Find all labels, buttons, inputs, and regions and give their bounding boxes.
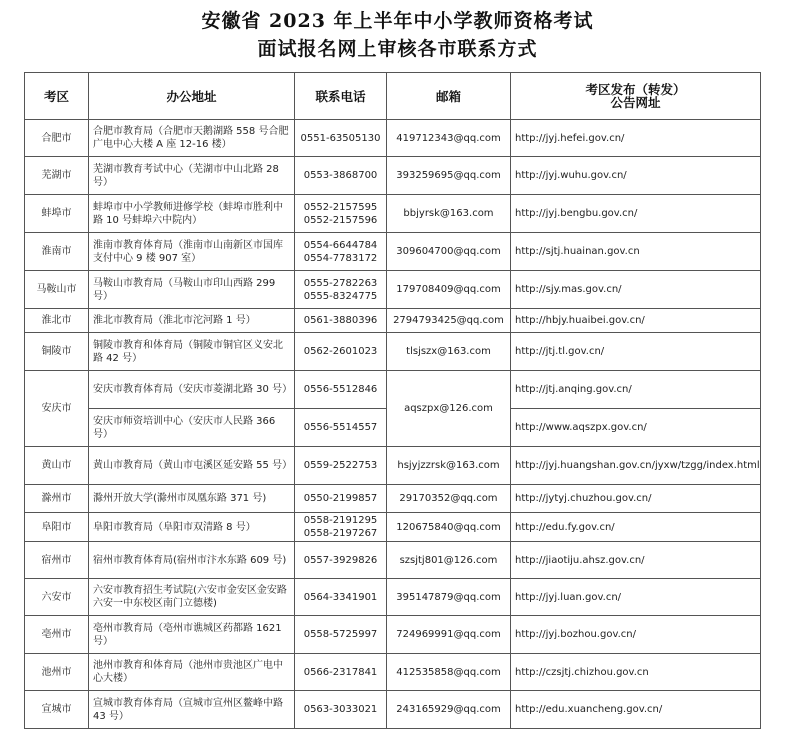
table-row — [25, 157, 761, 195]
phone-number: 0561-3880396 — [303, 315, 378, 326]
table-row — [25, 579, 761, 616]
cell-email[interactable]: hsjyjzzrsk@163.com — [387, 447, 511, 485]
cell-url[interactable]: http://www.aqszpx.gov.cn/ — [511, 409, 761, 447]
phone-number: 0563-3033021 — [303, 704, 378, 715]
cell-url[interactable]: http://hbjy.huaibei.gov.cn/ — [511, 309, 761, 333]
cell-url[interactable]: http://jyj.luan.gov.cn/ — [511, 579, 761, 616]
cell-url[interactable]: http://czsjtj.chizhou.gov.cn — [511, 654, 761, 691]
cell-address: 池州市教育和体育局（池州市贵池区广电中心大楼） — [89, 654, 295, 691]
contact-table — [24, 72, 761, 729]
cell-city: 安庆市 — [25, 371, 89, 447]
cell-url[interactable]: http://jyj.bengbu.gov.cn/ — [511, 195, 761, 233]
phone-number: 0552-2157596 — [303, 214, 378, 226]
table-row — [25, 233, 761, 271]
header-area: 考区 — [25, 73, 89, 120]
phone-number: 0556-5514557 — [303, 422, 378, 433]
table-row — [25, 309, 761, 333]
phone-number: 0554-7783172 — [303, 252, 378, 264]
cell-address: 宣城市教育体育局（宣城市宣州区鳌峰中路 43 号） — [89, 691, 295, 729]
table-row — [25, 447, 761, 485]
cell-phone — [295, 542, 387, 579]
document-title-line1: 安徽省 2023 年上半年中小学教师资格考试 — [201, 10, 594, 32]
cell-phone — [295, 309, 387, 333]
cell-email[interactable]: 395147879@qq.com — [387, 579, 511, 616]
cell-city: 蚌埠市 — [25, 195, 89, 233]
cell-email[interactable]: 179708409@qq.com — [387, 271, 511, 309]
table-row — [25, 542, 761, 579]
cell-city: 宿州市 — [25, 542, 89, 579]
cell-city: 宣城市 — [25, 691, 89, 729]
cell-phone — [295, 654, 387, 691]
cell-city: 淮北市 — [25, 309, 89, 333]
header-email: 邮箱 — [387, 73, 511, 120]
cell-city: 亳州市 — [25, 616, 89, 654]
document-title-line2: 面试报名网上审核各市联系方式 — [257, 38, 538, 60]
cell-url[interactable]: http://sjtj.huainan.gov.cn — [511, 233, 761, 271]
cell-email[interactable]: szsjtj801@126.com — [387, 542, 511, 579]
cell-address: 阜阳市教育局（阜阳市双清路 8 号） — [89, 513, 295, 542]
header-phone: 联系电话 — [295, 73, 387, 120]
cell-url[interactable]: http://jyj.huangshan.gov.cn/jyxw/tzgg/index.html — [511, 447, 761, 485]
cell-address: 马鞍山市教育局（马鞍山市印山西路 299 号） — [89, 271, 295, 309]
cell-email[interactable]: 724969991@qq.com — [387, 616, 511, 654]
cell-city: 六安市 — [25, 579, 89, 616]
cell-phone — [295, 195, 387, 233]
phone-number: 0555-2782263 — [303, 277, 378, 289]
cell-phone — [295, 579, 387, 616]
table-row — [25, 616, 761, 654]
cell-city: 铜陵市 — [25, 333, 89, 371]
cell-phone — [295, 333, 387, 371]
cell-url[interactable]: http://jtj.tl.gov.cn/ — [511, 333, 761, 371]
cell-city: 黄山市 — [25, 447, 89, 485]
cell-phone — [295, 271, 387, 309]
cell-city: 阜阳市 — [25, 513, 89, 542]
table-row — [25, 120, 761, 157]
phone-number: 0558-2197267 — [303, 528, 378, 539]
cell-city: 合肥市 — [25, 120, 89, 157]
cell-phone — [295, 485, 387, 513]
cell-url[interactable]: http://jyj.bozhou.gov.cn/ — [511, 616, 761, 654]
cell-phone — [295, 233, 387, 271]
cell-address: 亳州市教育局（亳州市谯城区药都路 1621 号） — [89, 616, 295, 654]
cell-city: 淮南市 — [25, 233, 89, 271]
header-site-line1: 考区发布（转发） — [585, 82, 686, 97]
cell-email[interactable]: tlsjszx@163.com — [387, 333, 511, 371]
cell-url[interactable]: http://jyj.wuhu.gov.cn/ — [511, 157, 761, 195]
cell-url[interactable]: http://jiaotiju.ahsz.gov.cn/ — [511, 542, 761, 579]
table-header-row — [25, 73, 761, 120]
cell-email[interactable]: 309604700@qq.com — [387, 233, 511, 271]
cell-phone — [295, 616, 387, 654]
cell-city: 池州市 — [25, 654, 89, 691]
header-site — [511, 73, 761, 120]
cell-address: 六安市教育招生考试院(六安市金安区金安路六安一中东校区南门立德楼) — [89, 579, 295, 616]
cell-address: 黄山市教育局（黄山市屯溪区延安路 55 号） — [89, 447, 295, 485]
cell-city: 芜湖市 — [25, 157, 89, 195]
cell-phone — [295, 409, 387, 447]
cell-phone — [295, 157, 387, 195]
cell-url[interactable]: http://sjy.mas.gov.cn/ — [511, 271, 761, 309]
cell-url[interactable]: http://edu.xuancheng.gov.cn/ — [511, 691, 761, 729]
cell-url[interactable]: http://jtj.anqing.gov.cn/ — [511, 371, 761, 409]
cell-email[interactable]: 2794793425@qq.com — [387, 309, 511, 333]
cell-city: 马鞍山市 — [25, 271, 89, 309]
cell-url[interactable]: http://jytyj.chuzhou.gov.cn/ — [511, 485, 761, 513]
phone-number: 0552-2157595 — [303, 201, 378, 213]
cell-address: 淮北市教育局（淮北市沱河路 1 号） — [89, 309, 295, 333]
table-row — [25, 371, 761, 409]
phone-number: 0566-2317841 — [303, 666, 378, 678]
cell-email[interactable]: 393259695@qq.com — [387, 157, 511, 195]
table-row — [25, 513, 761, 542]
phone-number: 0557-3929826 — [303, 554, 378, 566]
cell-email[interactable]: 412535858@qq.com — [387, 654, 511, 691]
cell-phone — [295, 513, 387, 542]
header-site-line2: 公告网址 — [610, 95, 661, 110]
phone-number: 0558-2191295 — [303, 515, 378, 526]
cell-email[interactable]: bbjyrsk@163.com — [387, 195, 511, 233]
cell-email[interactable]: 243165929@qq.com — [387, 691, 511, 729]
table-row — [25, 195, 761, 233]
cell-address: 铜陵市教育和体育局（铜陵市铜官区义安北路 42 号） — [89, 333, 295, 371]
cell-city: 滁州市 — [25, 485, 89, 513]
cell-phone — [295, 371, 387, 409]
phone-number: 0562-2601023 — [303, 346, 378, 357]
cell-address: 宿州市教育体育局(宿州市汴水东路 609 号) — [89, 542, 295, 579]
cell-email[interactable]: aqszpx@126.com — [387, 371, 511, 447]
table-row — [25, 333, 761, 371]
table-row — [25, 485, 761, 513]
table-row — [25, 654, 761, 691]
cell-email[interactable]: 120675840@qq.com — [387, 513, 511, 542]
cell-phone — [295, 447, 387, 485]
phone-number: 0556-5512846 — [303, 384, 378, 395]
phone-number: 0558-5725997 — [303, 629, 378, 640]
cell-phone — [295, 120, 387, 157]
cell-email[interactable]: 419712343@qq.com — [387, 120, 511, 157]
cell-address: 安庆市师资培训中心（安庆市人民路 366 号） — [89, 409, 295, 447]
cell-address: 淮南市教育体育局（淮南市山南新区市国库支付中心 9 楼 907 室） — [89, 233, 295, 271]
cell-url[interactable]: http://jyj.hefei.gov.cn/ — [511, 120, 761, 157]
cell-address: 安庆市教育体育局（安庆市菱湖北路 30 号） — [89, 371, 295, 409]
cell-phone — [295, 691, 387, 729]
cell-address: 芜湖市教育考试中心（芜湖市中山北路 28 号） — [89, 157, 295, 195]
header-address: 办公地址 — [89, 73, 295, 120]
table-row — [25, 271, 761, 309]
cell-email[interactable]: 29170352@qq.com — [387, 485, 511, 513]
cell-address: 合肥市教育局（合肥市天鹅湖路 558 号合肥广电中心大楼 A 座 12-16 楼） — [89, 120, 295, 157]
cell-address: 蚌埠市中小学教师进修学校（蚌埠市胜利中路 10 号蚌埠六中院内） — [89, 195, 295, 233]
phone-number: 0555-8324775 — [303, 290, 378, 302]
phone-number: 0551-63505130 — [300, 132, 381, 144]
phone-number: 0550-2199857 — [303, 493, 378, 504]
phone-number: 0554-6644784 — [303, 239, 378, 251]
phone-number: 0564-3341901 — [303, 591, 378, 603]
phone-number: 0559-2522753 — [303, 460, 378, 471]
phone-number: 0553-3868700 — [303, 170, 378, 181]
cell-url[interactable]: http://edu.fy.gov.cn/ — [511, 513, 761, 542]
cell-address: 滁州开放大学(滁州市凤凰东路 371 号) — [89, 485, 295, 513]
table-row — [25, 691, 761, 729]
